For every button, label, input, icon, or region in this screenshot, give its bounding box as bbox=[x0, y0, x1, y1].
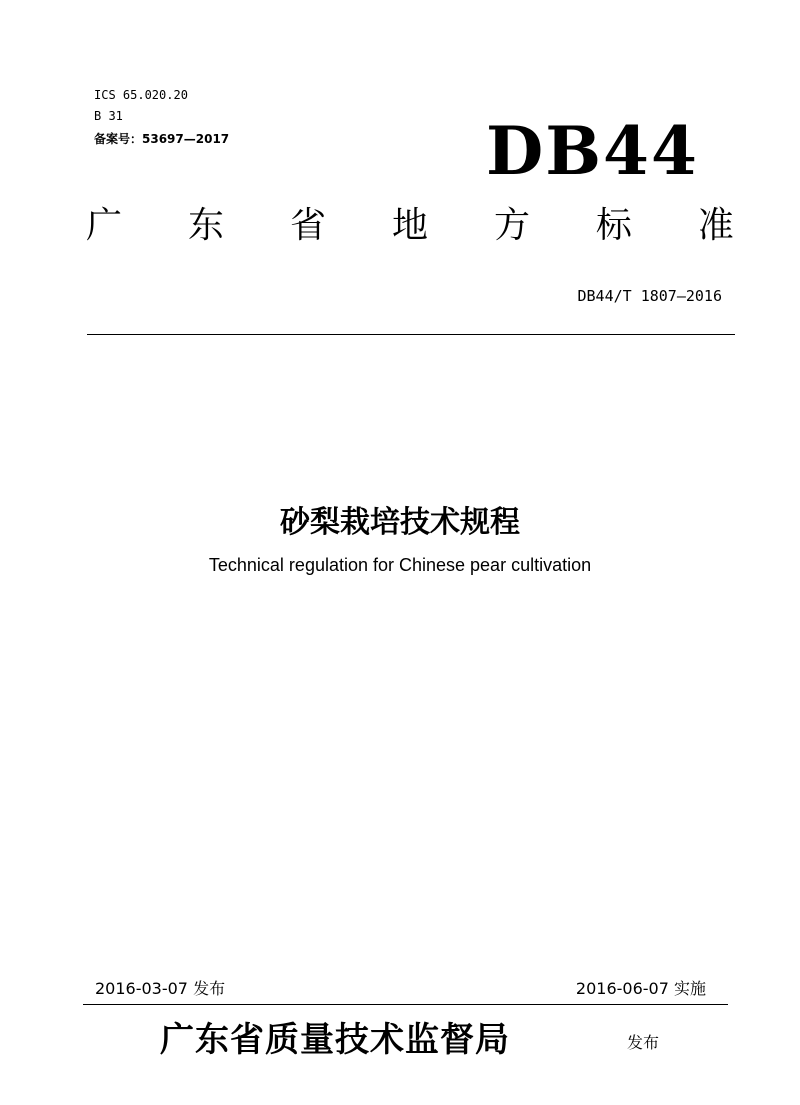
ccs-code: B 31 bbox=[94, 109, 123, 123]
provincial-title-char: 准 bbox=[697, 205, 734, 246]
publisher-name: 广东省质量技术监督局 bbox=[160, 1020, 510, 1060]
bottom-divider bbox=[83, 1004, 728, 1005]
ics-code: ICS 65.020.20 bbox=[94, 88, 188, 102]
provincial-title-char: 地 bbox=[391, 205, 428, 246]
provincial-title-char: 方 bbox=[493, 205, 530, 246]
provincial-standard-title bbox=[86, 205, 734, 246]
top-divider bbox=[87, 334, 735, 335]
provincial-title-char: 标 bbox=[595, 205, 632, 246]
document-title-english: Technical regulation for Chinese pear cultivation bbox=[208, 555, 592, 575]
issue-date: 2016-03-07 发布 bbox=[95, 979, 226, 998]
implementation-date: 2016-06-07 实施 bbox=[575, 979, 706, 998]
record-number: 备案号：53697—2017 bbox=[94, 132, 230, 146]
provincial-title-char: 省 bbox=[289, 205, 326, 246]
standard-number: DB44/T 1807—2016 bbox=[577, 287, 722, 305]
document-title-chinese: 砂梨栽培技术规程 bbox=[280, 505, 520, 540]
publish-label: 发布 bbox=[627, 1033, 660, 1052]
provincial-title-char: 东 bbox=[187, 205, 224, 246]
provincial-title-char: 广 bbox=[86, 205, 123, 246]
standard-code-logo: DB44 bbox=[486, 112, 699, 190]
